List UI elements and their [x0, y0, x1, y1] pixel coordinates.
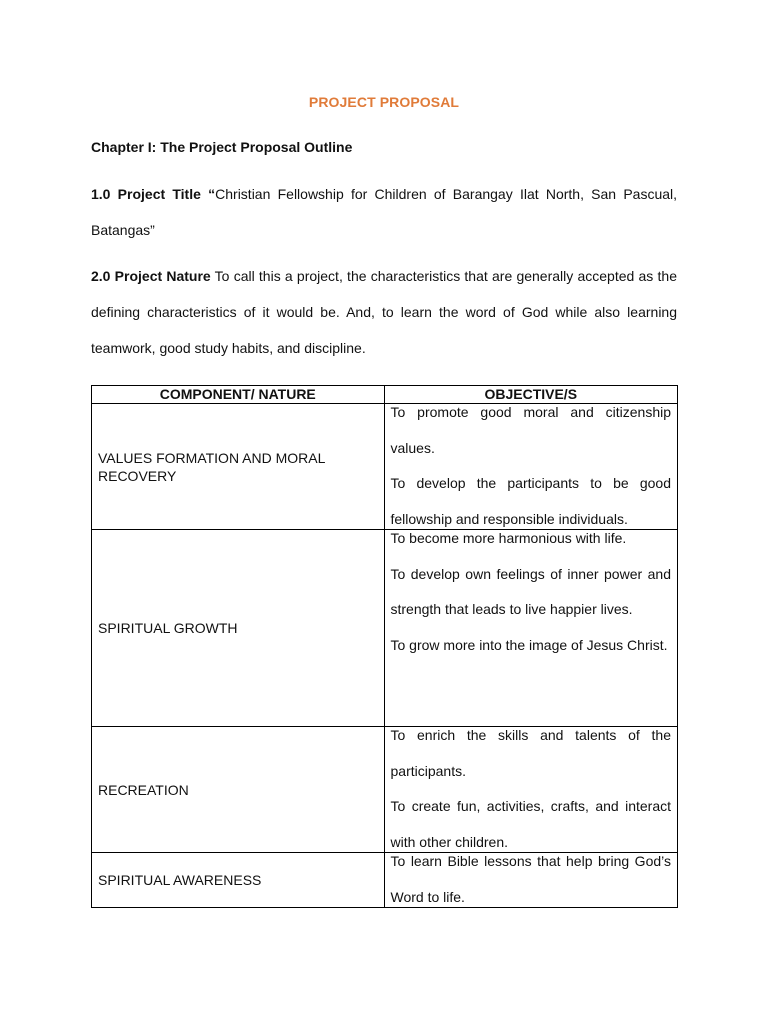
column-header-objectives: OBJECTIVE/S — [384, 386, 678, 404]
open-quote: “ — [200, 186, 216, 202]
objectives-cell — [384, 404, 678, 530]
section-heading: 1.0 Project Title — [91, 186, 201, 202]
table-row — [92, 727, 678, 853]
chapter-heading: Chapter I: The Project Proposal Outline — [91, 139, 353, 155]
table-row — [92, 853, 678, 908]
column-header-component: COMPONENT/ NATURE — [92, 386, 385, 404]
objective-item: To create fun, activities, crafts, and interact with other children. — [390, 798, 671, 850]
component-cell: VALUES FORMATION AND MORAL RECOVERY — [92, 404, 385, 530]
section-text: To call this a project, the characteristics that are generally accepted as the defining characteristics of it would be. And, to learn the word of God while also learning teamwork, good study habits, and discipline. — [91, 268, 677, 356]
objectives-cell — [384, 727, 678, 853]
objective-item: To enrich the skills and talents of the participants. — [390, 727, 671, 779]
objectives-cell — [384, 853, 678, 908]
table-row — [92, 530, 678, 727]
component-cell: SPIRITUAL GROWTH — [92, 530, 385, 727]
objective-item: To become more harmonious with life. — [390, 530, 627, 546]
objectives-cell — [384, 530, 678, 727]
objective-item: To learn Bible lessons that help bring God’s Word to life. — [390, 853, 671, 905]
component-cell: RECREATION — [92, 727, 385, 853]
objective-item: To develop own feelings of inner power and strength that leads to live happier lives. — [390, 565, 671, 617]
objective-item: To promote good moral and citizenship values. — [390, 404, 671, 456]
table-row — [92, 404, 678, 530]
component-objectives-table — [91, 385, 678, 908]
section-text: Christian Fellowship for Children of Barangay Ilat North, San Pascual, Batangas” — [91, 186, 678, 238]
section-project-title — [91, 176, 677, 248]
section-project-nature — [91, 258, 677, 366]
section-heading: 2.0 Project Nature — [91, 268, 211, 284]
objective-item: To grow more into the image of Jesus Christ. — [390, 636, 668, 653]
objective-item: To develop the participants to be good fellowship and responsible individuals. — [390, 475, 671, 527]
page-title: PROJECT PROPOSAL — [308, 94, 460, 110]
component-cell: SPIRITUAL AWARENESS — [92, 853, 385, 908]
